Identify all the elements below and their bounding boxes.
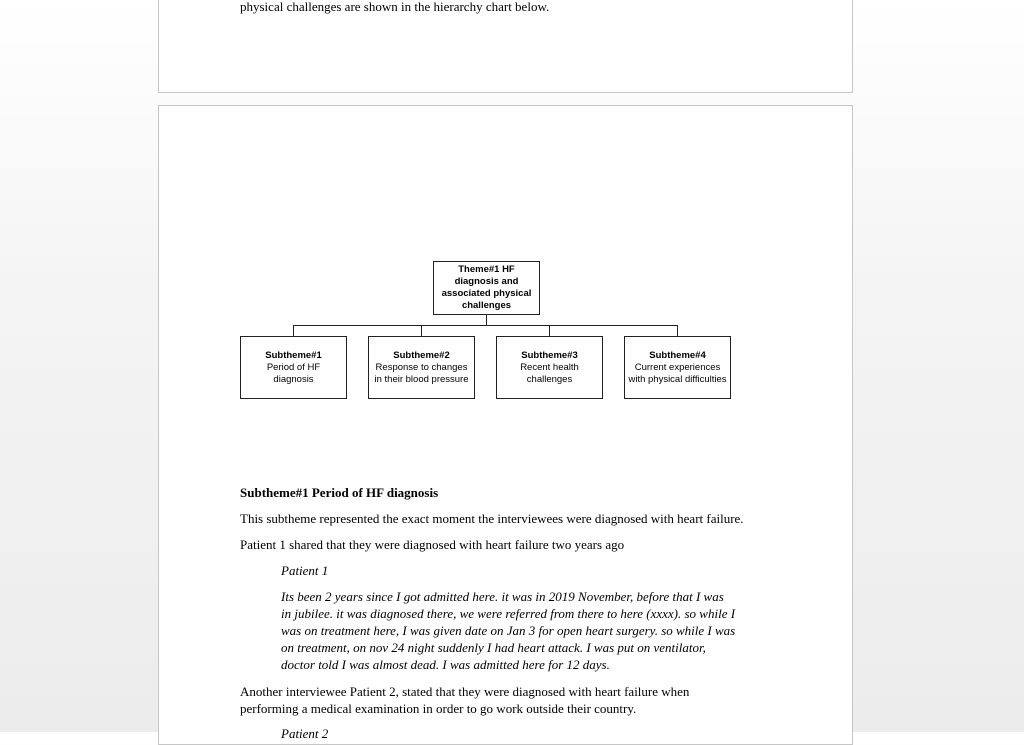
quote-line: Its been 2 years since I got admitted here. it was in 2019 November, before that I was [281, 589, 724, 604]
subtheme-desc: Current experiences with physical difficulties [628, 361, 727, 385]
quote-line: on treatment, on nov 24 night suddenly I had heart attack. I was put on ventilator, [281, 640, 706, 655]
quote-line: doctor told I was almost dead. I was admitted here for 12 days. [281, 657, 610, 672]
body-text-line: physical challenges are shown in the hierarchy chart below. [240, 0, 550, 14]
quote-speaker-label: Patient 2 [281, 726, 329, 741]
body-paragraph: This subtheme represented the exact moment the interviewees were diagnosed with heart failure. [240, 511, 744, 526]
section-heading: Subtheme#1 Period of HF diagnosis [240, 485, 439, 500]
subtheme-desc: Recent health challenges [520, 361, 579, 385]
subtheme-title: Subtheme#4 [649, 349, 706, 361]
body-paragraph [240, 683, 689, 717]
subtheme-title: Subtheme#1 [265, 349, 322, 361]
quote-speaker-label: Patient 1 [281, 563, 329, 578]
subtheme-desc: Response to changes in their blood pressure [374, 361, 469, 385]
chart-subtheme-3-node[interactable] [496, 336, 603, 399]
connector-line [293, 325, 678, 326]
chart-root-node[interactable]: Theme#1 HF diagnosis and associated physical challenges [433, 261, 540, 315]
connector-line [549, 325, 550, 336]
paragraph-line: performing a medical examination in order to go work outside their country. [240, 701, 637, 716]
chart-subtheme-4-node[interactable] [624, 336, 731, 399]
subtheme-title: Subtheme#2 [393, 349, 450, 361]
chart-subtheme-1-node[interactable] [240, 336, 347, 399]
interview-quote [281, 588, 781, 673]
body-paragraph: Patient 1 shared that they were diagnosed with heart failure two years ago [240, 537, 625, 552]
connector-line [421, 325, 422, 336]
document-page-1 [158, 0, 853, 93]
document-page-2 [158, 105, 853, 745]
quote-line: was on treatment here, I was given date on Jan 3 for open heart surgery. so while I was [281, 623, 736, 638]
connector-line [486, 315, 487, 325]
connector-line [677, 325, 678, 336]
chart-subtheme-2-node[interactable] [368, 336, 475, 399]
subtheme-desc: Period of HF diagnosis [266, 361, 321, 385]
paragraph-line: Another interviewee Patient 2, stated that they were diagnosed with heart failure when [240, 684, 690, 699]
connector-line [293, 325, 294, 336]
hierarchy-chart [240, 261, 740, 401]
quote-line: in jubilee. it was diagnosed there, we were referred from there to here (xxxx). so while I [281, 606, 736, 621]
subtheme-title: Subtheme#3 [521, 349, 578, 361]
